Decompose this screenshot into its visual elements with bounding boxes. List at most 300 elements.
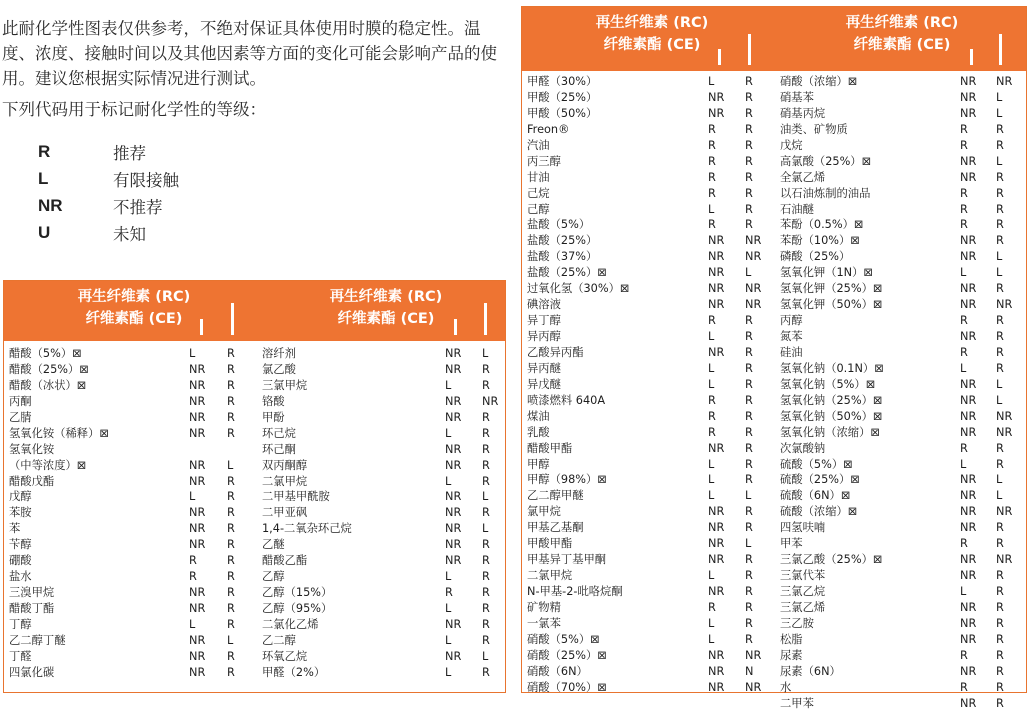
table-row — [527, 664, 777, 680]
rc-rating: L — [960, 361, 967, 375]
table-row — [9, 553, 259, 569]
chemical-name: 盐水 — [9, 570, 32, 584]
ce-rating: R — [745, 138, 753, 152]
table-row — [9, 617, 259, 633]
legend-desc: 有限接触 — [113, 170, 179, 190]
rc-rating: NR — [960, 473, 977, 487]
rc-rating: NR — [445, 554, 462, 568]
table-row — [780, 648, 1025, 664]
chemical-name: 汽油 — [527, 138, 550, 152]
chemical-name: 苯酚（10%）⊠ — [780, 234, 860, 248]
ce-rating: R — [996, 600, 1004, 614]
rc-rating: NR — [708, 234, 725, 248]
chemical-name: 四氢呋喃 — [780, 521, 826, 535]
chemical-name: 三氯乙烷 — [780, 585, 826, 598]
ce-rating: R — [227, 617, 235, 631]
rc-rating: NR — [960, 505, 977, 519]
chemical-name: 乙腈 — [9, 410, 32, 424]
rc-rating: L — [189, 347, 196, 360]
legend-item — [38, 219, 179, 246]
table-row — [527, 457, 777, 473]
chemical-name: 硅油 — [780, 345, 803, 359]
rc-column-marker — [454, 319, 457, 335]
table-row — [780, 472, 1025, 488]
chemical-name: 醋酸丁酯 — [9, 602, 55, 615]
rc-rating: NR — [189, 426, 206, 440]
ce-rating: L — [996, 489, 1003, 503]
ce-rating: R — [745, 569, 753, 583]
table-row — [262, 601, 502, 617]
table-row — [780, 90, 1025, 106]
legend-desc: 推荐 — [113, 143, 146, 163]
rc-rating: NR — [960, 569, 977, 583]
ce-rating: R — [745, 553, 753, 567]
rc-rating: L — [708, 330, 715, 343]
ce-rating: R — [482, 474, 490, 488]
chemical-name: 一氯苯 — [527, 616, 561, 630]
legend-desc: 未知 — [113, 224, 146, 244]
ce-rating: R — [996, 361, 1004, 375]
rc-rating: NR — [708, 441, 725, 455]
ce-column-marker — [484, 303, 487, 335]
rc-rating: R — [960, 537, 968, 551]
chemical-name: 醋酸戊酯 — [9, 474, 55, 488]
ce-rating: R — [996, 441, 1004, 455]
rc-rating: NR — [445, 394, 462, 408]
table-row — [780, 488, 1025, 504]
chemical-name: 乳酸 — [527, 425, 550, 439]
chemical-name: 四氯化碳 — [9, 665, 55, 679]
ce-rating: NR — [482, 394, 499, 408]
ce-rating: NR — [745, 298, 762, 312]
ce-column-marker — [748, 34, 751, 65]
table-row — [780, 696, 1025, 712]
rc-rating: NR — [960, 664, 977, 678]
chemical-name: 三氯乙酸（25%）⊠ — [780, 553, 883, 567]
rc-rating: L — [960, 266, 967, 280]
ce-rating: R — [745, 393, 753, 407]
ce-rating: R — [227, 362, 235, 376]
table-row — [527, 249, 777, 265]
chemical-name: 二氯甲烷 — [527, 569, 573, 583]
table-row — [527, 552, 777, 568]
rc-rating: NR — [708, 250, 725, 264]
ce-rating: R — [745, 106, 753, 120]
legend-code: L — [38, 168, 49, 188]
ce-rating: L — [227, 633, 234, 647]
chemical-name: 氢氧化铵（稀释）⊠ — [9, 426, 109, 440]
ce-rating: R — [227, 410, 235, 424]
chemical-name: 乙二醇 — [262, 633, 296, 647]
chemical-name: N-甲基-2-吡咯烷酮 — [527, 585, 623, 598]
chemical-name: 二氯化乙烯 — [262, 617, 319, 631]
chemical-name: 甲基乙基酮 — [527, 521, 584, 535]
disclaimer-paragraph: 此耐化学性图表仅供参考，不绝对保证具体使用时膜的稳定性。温度、浓度、接触时间以及其他因素等方面的变化可能会影响产品的使用。建议您根据实际情况进行测试。 — [2, 19, 497, 88]
table-row — [9, 601, 259, 617]
table-row — [780, 441, 1025, 457]
ce-rating: R — [745, 154, 753, 168]
table-row — [527, 600, 777, 616]
legend-lead: 下列代码用于标记耐化学性的等级： — [2, 100, 266, 119]
chemical-name: 苯 — [9, 522, 21, 536]
rc-rating: NR — [189, 394, 206, 408]
ce-rating: R — [482, 378, 490, 392]
ce-rating: R — [227, 586, 235, 600]
table-row — [262, 442, 502, 458]
table-row — [527, 361, 777, 377]
table-row — [780, 345, 1025, 361]
ce-rating: R — [745, 361, 753, 375]
chemical-name: 戊醇 — [9, 490, 32, 504]
table-row — [9, 458, 259, 474]
rc-rating: NR — [708, 298, 725, 312]
chemical-name: 铬酸 — [262, 394, 285, 408]
rc-rating: NR — [960, 282, 977, 296]
rc-rating: NR — [960, 489, 977, 503]
rc-rating: R — [708, 138, 716, 152]
ce-rating: R — [482, 362, 490, 376]
rc-rating: L — [708, 75, 715, 88]
rc-rating: L — [708, 616, 715, 630]
rc-rating: R — [189, 554, 197, 568]
rc-rating: NR — [960, 250, 977, 264]
table-row — [262, 505, 502, 521]
table-row — [527, 154, 777, 170]
rc-rating: NR — [445, 538, 462, 552]
chemical-name: 戊烷 — [780, 138, 803, 152]
ce-column-marker — [999, 34, 1002, 65]
ce-rating: L — [745, 266, 752, 280]
rc-rating: NR — [708, 90, 725, 104]
table-row — [780, 202, 1025, 218]
rc-rating: L — [445, 665, 452, 679]
ce-rating: L — [996, 377, 1003, 391]
chemical-name: 氢氧化钠（50%）⊠ — [780, 409, 883, 423]
ce-rating: R — [996, 457, 1004, 471]
ce-rating: R — [482, 554, 490, 568]
ce-rating: NR — [745, 282, 762, 296]
rc-rating: NR — [445, 506, 462, 520]
rc-rating: NR — [445, 617, 462, 631]
chemical-name: 油类、矿物质 — [780, 122, 848, 136]
chemical-name: 双丙酮醇 — [262, 458, 308, 472]
ce-rating: R — [996, 282, 1004, 296]
rc-column-marker — [718, 49, 721, 65]
chemical-name: 乙酸异丙酯 — [527, 345, 584, 359]
chemical-name: 乙二醇甲醚 — [527, 489, 584, 503]
ce-rating: R — [996, 345, 1004, 359]
chemical-name: 硫酸（浓缩）⊠ — [780, 505, 858, 519]
table-row — [527, 632, 777, 648]
ce-rating: L — [482, 522, 489, 536]
chemical-name: 高氯酸（25%）⊠ — [780, 154, 872, 168]
table-row — [527, 680, 777, 696]
chemical-name: 异丙醇 — [527, 330, 561, 343]
table-row — [527, 377, 777, 393]
rc-header: 再生纤维素 (RC) — [329, 289, 443, 305]
ce-rating: R — [745, 218, 753, 232]
ce-rating: R — [227, 490, 235, 504]
ce-rating: R — [482, 665, 490, 679]
ce-rating: R — [482, 442, 490, 456]
chemical-name: 苯酚（0.5%）⊠ — [780, 218, 864, 232]
ce-rating: R — [745, 377, 753, 391]
chemical-column — [9, 346, 259, 681]
ce-rating: R — [996, 648, 1004, 662]
rc-rating: NR — [189, 633, 206, 647]
chemical-name: 醋酸乙酯 — [262, 554, 308, 568]
ce-rating: L — [996, 90, 1003, 104]
rc-rating: NR — [445, 522, 462, 536]
ce-rating: R — [996, 632, 1004, 646]
chemical-name: 丁醇 — [9, 617, 32, 631]
table-row — [780, 281, 1025, 297]
rc-rating: NR — [708, 648, 725, 662]
column-header-group — [276, 286, 496, 330]
table-row — [262, 521, 502, 537]
rc-rating: NR — [189, 410, 206, 424]
rc-rating: R — [960, 680, 968, 694]
ce-rating: R — [996, 122, 1004, 136]
rc-rating: NR — [960, 234, 977, 248]
table-row — [262, 426, 502, 442]
ce-rating: R — [482, 570, 490, 584]
table-row — [262, 649, 502, 665]
rc-rating: L — [189, 490, 196, 504]
ce-rating: R — [745, 202, 753, 216]
rc-rating: R — [960, 138, 968, 152]
legend-item — [38, 165, 179, 192]
ce-rating: NR — [996, 298, 1013, 312]
rc-rating: NR — [708, 505, 725, 519]
rc-rating: R — [708, 409, 716, 423]
ce-rating: R — [227, 522, 235, 536]
rc-rating: L — [445, 426, 452, 440]
chemical-name: 甲酚 — [262, 410, 285, 424]
ce-rating: L — [482, 347, 489, 360]
rc-header: 再生纤维素 (RC) — [77, 289, 191, 305]
ce-rating: R — [996, 314, 1004, 328]
chemical-name: 硫酸（25%）⊠ — [780, 473, 860, 487]
ce-rating: R — [996, 696, 1004, 710]
chemical-name: 乙醇 — [262, 570, 285, 584]
rc-rating: NR — [189, 522, 206, 536]
ce-rating: R — [996, 138, 1004, 152]
chemical-name: 己烷 — [527, 186, 550, 200]
table-row — [780, 249, 1025, 265]
rc-rating: NR — [189, 586, 206, 600]
ce-rating: NR — [996, 505, 1013, 519]
ce-rating: R — [745, 186, 753, 200]
rc-rating: NR — [189, 665, 206, 679]
table-row — [780, 138, 1025, 154]
ce-rating: R — [227, 506, 235, 520]
chemical-name: 甘油 — [527, 170, 550, 184]
ce-rating: R — [745, 314, 753, 328]
rc-rating: NR — [708, 521, 725, 535]
rc-rating: NR — [189, 602, 206, 615]
ce-rating: R — [482, 426, 490, 440]
ce-rating: L — [996, 266, 1003, 280]
table-row — [780, 457, 1025, 473]
rc-rating: L — [445, 633, 452, 647]
chemical-table-left — [3, 280, 506, 693]
chemical-name: 盐酸（25%） — [527, 234, 598, 248]
rc-rating: NR — [960, 154, 977, 168]
chemical-name: 次氯酸钠 — [780, 441, 826, 455]
chemical-name: 过氧化氢（30%）⊠ — [527, 282, 630, 296]
chemical-name: 甲酸（50%） — [527, 106, 598, 120]
chemical-name: 氢氧化钾（50%）⊠ — [780, 298, 883, 312]
table-row — [780, 233, 1025, 249]
legend-code: U — [38, 222, 51, 242]
rc-rating: NR — [445, 649, 462, 663]
chemical-name: 尿素 — [780, 648, 803, 662]
rc-rating: NR — [960, 632, 977, 646]
table-row — [780, 664, 1025, 680]
rc-rating: NR — [189, 474, 206, 488]
ce-rating: L — [996, 250, 1003, 264]
table-row — [527, 313, 777, 329]
table-row — [262, 553, 502, 569]
rc-rating: NR — [189, 378, 206, 392]
table-row — [780, 393, 1025, 409]
rc-rating: NR — [708, 345, 725, 359]
ce-rating: R — [227, 426, 235, 440]
chemical-name: 丙酮 — [9, 394, 32, 408]
table-row — [9, 474, 259, 490]
table-row — [527, 584, 777, 600]
column-header-group — [542, 12, 762, 56]
chemical-name: 矿物精 — [527, 600, 561, 614]
rc-rating: R — [960, 314, 968, 328]
table-row — [9, 489, 259, 505]
table-row — [780, 217, 1025, 233]
chemical-name: 三氯代苯 — [780, 569, 826, 583]
table-row — [780, 154, 1025, 170]
table-row — [527, 233, 777, 249]
rc-rating: R — [960, 186, 968, 200]
rc-rating: L — [708, 202, 715, 216]
table-row — [780, 425, 1025, 441]
rc-rating: NR — [960, 298, 977, 312]
rc-rating: NR — [960, 377, 977, 391]
table-row — [780, 122, 1025, 138]
rc-rating: R — [960, 202, 968, 216]
ce-rating: R — [745, 600, 753, 614]
rating-legend — [38, 138, 179, 246]
rc-rating: R — [708, 170, 716, 184]
chemical-name: （中等浓度）⊠ — [9, 458, 87, 472]
ce-rating: L — [482, 490, 489, 504]
ce-rating: R — [482, 458, 490, 472]
chemical-name: 三乙胺 — [780, 616, 814, 630]
table-row — [527, 616, 777, 632]
table-row — [527, 265, 777, 281]
chemical-name: 乙醇（95%） — [262, 602, 333, 615]
table-row — [9, 410, 259, 426]
chemical-name: 甲醇 — [527, 457, 550, 471]
table-row — [262, 633, 502, 649]
rc-rating: L — [960, 585, 967, 598]
ce-rating: R — [227, 394, 235, 408]
ce-rating: R — [745, 505, 753, 519]
legend-item — [38, 192, 179, 219]
ce-rating: R — [482, 538, 490, 552]
table-row — [262, 378, 502, 394]
rc-rating: L — [708, 361, 715, 375]
ce-rating: L — [745, 489, 752, 503]
chemical-name: 碘溶液 — [527, 298, 561, 312]
chemical-name: 醋酸（25%）⊠ — [9, 362, 89, 376]
ce-rating: R — [996, 218, 1004, 232]
table-row — [9, 649, 259, 665]
rc-column-marker — [970, 49, 973, 65]
ce-rating: R — [745, 122, 753, 136]
ce-rating: L — [482, 649, 489, 663]
table-row — [527, 520, 777, 536]
table-row — [527, 74, 777, 90]
ce-rating: R — [745, 441, 753, 455]
rc-rating: R — [960, 441, 968, 455]
rc-rating: R — [708, 600, 716, 614]
ce-rating: R — [227, 665, 235, 679]
chemical-name: 二甲基甲酰胺 — [262, 490, 330, 504]
ce-rating: R — [996, 186, 1004, 200]
ce-rating: R — [996, 537, 1004, 551]
ce-rating: R — [482, 617, 490, 631]
chemical-table-right — [521, 6, 1027, 710]
chemical-name: 氢氧化钠（浓缩）⊠ — [780, 425, 880, 439]
rc-rating: NR — [960, 393, 977, 407]
table-row — [527, 488, 777, 504]
rc-rating: NR — [708, 680, 725, 694]
chemical-name: 环己烷 — [262, 426, 296, 440]
rc-rating: L — [445, 378, 452, 392]
table-row — [780, 600, 1025, 616]
ce-rating: R — [227, 570, 235, 584]
table-row — [527, 393, 777, 409]
rc-rating: R — [445, 586, 453, 600]
table-header — [522, 7, 1026, 71]
chemical-name: 以石油炼制的油品 — [780, 186, 871, 200]
rc-rating: NR — [708, 664, 725, 678]
ce-rating: R — [745, 409, 753, 423]
rc-rating: NR — [960, 696, 977, 710]
ce-rating: R — [745, 616, 753, 630]
chemical-name: 醋酸（冰状）⊠ — [9, 378, 87, 392]
table-row — [780, 265, 1025, 281]
chemical-name: 氢氧化钠（25%）⊠ — [780, 393, 883, 407]
rc-rating: NR — [960, 600, 977, 614]
rc-rating: NR — [708, 282, 725, 296]
chemical-name: 硝酸（25%）⊠ — [527, 648, 607, 662]
chemical-name: 硝酸（浓缩）⊠ — [780, 75, 858, 88]
table-row — [527, 90, 777, 106]
ce-header: 纤维素酯 (CE) — [853, 37, 951, 53]
rc-rating: L — [960, 457, 967, 471]
ce-rating: L — [996, 106, 1003, 120]
chemical-name: 环氧乙烷 — [262, 649, 308, 663]
rc-rating: NR — [445, 490, 462, 504]
table-row — [9, 442, 259, 458]
chemical-name: 喷漆燃料 640A — [527, 393, 606, 407]
ce-rating: R — [745, 632, 753, 646]
column-header-group — [792, 12, 1012, 56]
table-row — [262, 394, 502, 410]
table-row — [9, 378, 259, 394]
table-row — [262, 569, 502, 585]
